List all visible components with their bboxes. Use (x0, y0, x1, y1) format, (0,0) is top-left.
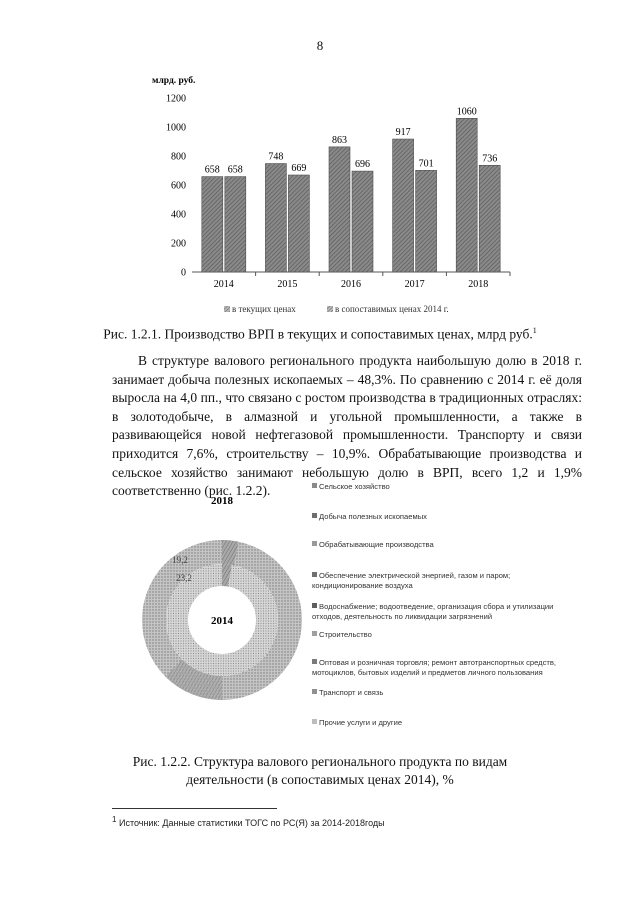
bar-value-label: 669 (291, 162, 307, 174)
outer-ring-label: 2018 (211, 495, 233, 507)
legend-marker (312, 572, 317, 577)
x-tick-label: 2016 (341, 279, 361, 290)
x-tick-label: 2014 (213, 279, 234, 290)
bar (479, 165, 500, 272)
legend-swatch (327, 306, 333, 312)
legend-item (312, 540, 567, 550)
legend-label: в сопоставимых ценах 2014 г. (335, 304, 449, 314)
footnote (112, 815, 385, 828)
y-tick-label: 0 (181, 267, 186, 279)
bar-value-label: 1060 (456, 106, 477, 118)
legend-item (312, 688, 567, 698)
legend-item (312, 571, 567, 590)
bar (456, 118, 477, 272)
figure-2-caption-line-2: деятельности (в сопоставимых ценах 2014), % (186, 772, 454, 787)
legend-item (312, 718, 567, 728)
bar-value-label: 701 (418, 158, 434, 170)
footnote-ref: 1 (532, 326, 537, 335)
bar (288, 175, 309, 272)
legend-item-label: Водоснабжение; водоотведение, организация сбора и утилизации отходов, деятельность по ликвидации загрязнений (312, 602, 554, 621)
figure-2-caption (0, 753, 640, 789)
body-paragraph: В структуре валового регионального продукта наибольшую долю в 2018 г. занимает добыча полезных ископаемых – 48,3%. По сравнению с 2014 г. её доля выросла на 4,0 пп., что связано с ростом производства в традиционных отраслях: в золотодобыче, в алмазной и угольной промышленности, а также в развивающейся новой нефтегазовой промышленности. Транспорту и связи приходится 7,6%, строительству – 10,9%. Обрабатывающие производства и сельское хозяйство занимают небольшую долю в ВРП, всего 1,2 и 1,9% соответственно (рис. 1.2.2). (112, 353, 582, 499)
y-axis-label: млрд. руб. (152, 76, 196, 86)
bar (352, 171, 373, 272)
figure-1-caption (0, 322, 640, 344)
legend-marker (312, 513, 317, 518)
y-tick-label: 200 (171, 238, 186, 250)
x-tick-label: 2017 (404, 279, 425, 290)
footnote-divider (112, 808, 277, 809)
bar-value-label: 863 (332, 134, 347, 146)
y-tick-label: 1000 (166, 122, 186, 134)
x-tick-label: 2015 (277, 279, 298, 290)
y-tick-label: 1200 (166, 93, 186, 105)
legend-label: в текущих ценах (232, 304, 296, 314)
legend-item-label: Обрабатывающие производства (319, 540, 434, 549)
y-tick-label: 600 (171, 180, 186, 192)
bar (265, 164, 286, 272)
legend-item-label: Прочие услуги и другие (319, 718, 403, 727)
legend-item-label: Добыча полезных ископаемых (319, 512, 427, 521)
legend-marker (312, 689, 317, 694)
page-number: 8 (316, 38, 324, 53)
legend-item-label: Оптовая и розничная торговля; ремонт автотранспортных средств, мотоциклов, бытовых изделий и предметов личного пользования (312, 658, 557, 677)
y-tick-label: 800 (171, 151, 186, 163)
bar-value-label: 736 (482, 153, 498, 165)
footnote-text: Источник: Данные статистики ТОГС по РС(Я) за 2014-2018годы (118, 818, 385, 828)
y-tick-label: 400 (171, 209, 186, 221)
inner-ring-label: 2014 (211, 615, 233, 627)
segment-value-label: 23,2 (176, 573, 192, 583)
grp-bar-chart (150, 72, 520, 322)
x-tick-label: 2018 (468, 279, 489, 290)
bar (225, 177, 246, 272)
legend-swatch (224, 306, 230, 312)
legend-item-label: Обеспечение электрической энергией, газом и паром; кондиционирование воздуха (312, 571, 511, 590)
bar-value-label: 658 (204, 164, 220, 176)
grp-structure-donut-chart (140, 480, 315, 720)
legend-marker (312, 631, 317, 636)
bar-value-label: 658 (227, 164, 243, 176)
bar (202, 177, 223, 272)
legend-item (312, 630, 567, 640)
legend-item (312, 512, 567, 522)
figure-2-caption-line-1: Рис. 1.2.2. Структура валового регионального продукта по видам (132, 754, 508, 769)
figure-1-caption-text: Рис. 1.2.1. Производство ВРП в текущих и сопоставимых ценах, млрд руб. (103, 326, 533, 342)
bar (329, 147, 350, 272)
bar (416, 170, 437, 272)
legend-marker (312, 603, 317, 608)
legend-marker (312, 541, 317, 546)
segment-value-label: 19,2 (172, 555, 188, 565)
legend-marker (312, 659, 317, 664)
bar-value-label: 917 (395, 127, 411, 139)
legend-marker (312, 483, 317, 488)
footnote-marker: 1 (112, 815, 117, 824)
legend-marker (312, 719, 317, 724)
legend-item-label: Сельское хозяйство (319, 482, 390, 491)
bar (393, 139, 414, 272)
bar-value-label: 748 (268, 151, 284, 163)
legend-item-label: Транспорт и связь (319, 688, 384, 697)
legend-item (312, 482, 567, 492)
legend-item (312, 658, 567, 677)
bar-value-label: 696 (355, 159, 370, 171)
legend-item (312, 602, 567, 621)
legend-item-label: Строительство (319, 630, 372, 639)
